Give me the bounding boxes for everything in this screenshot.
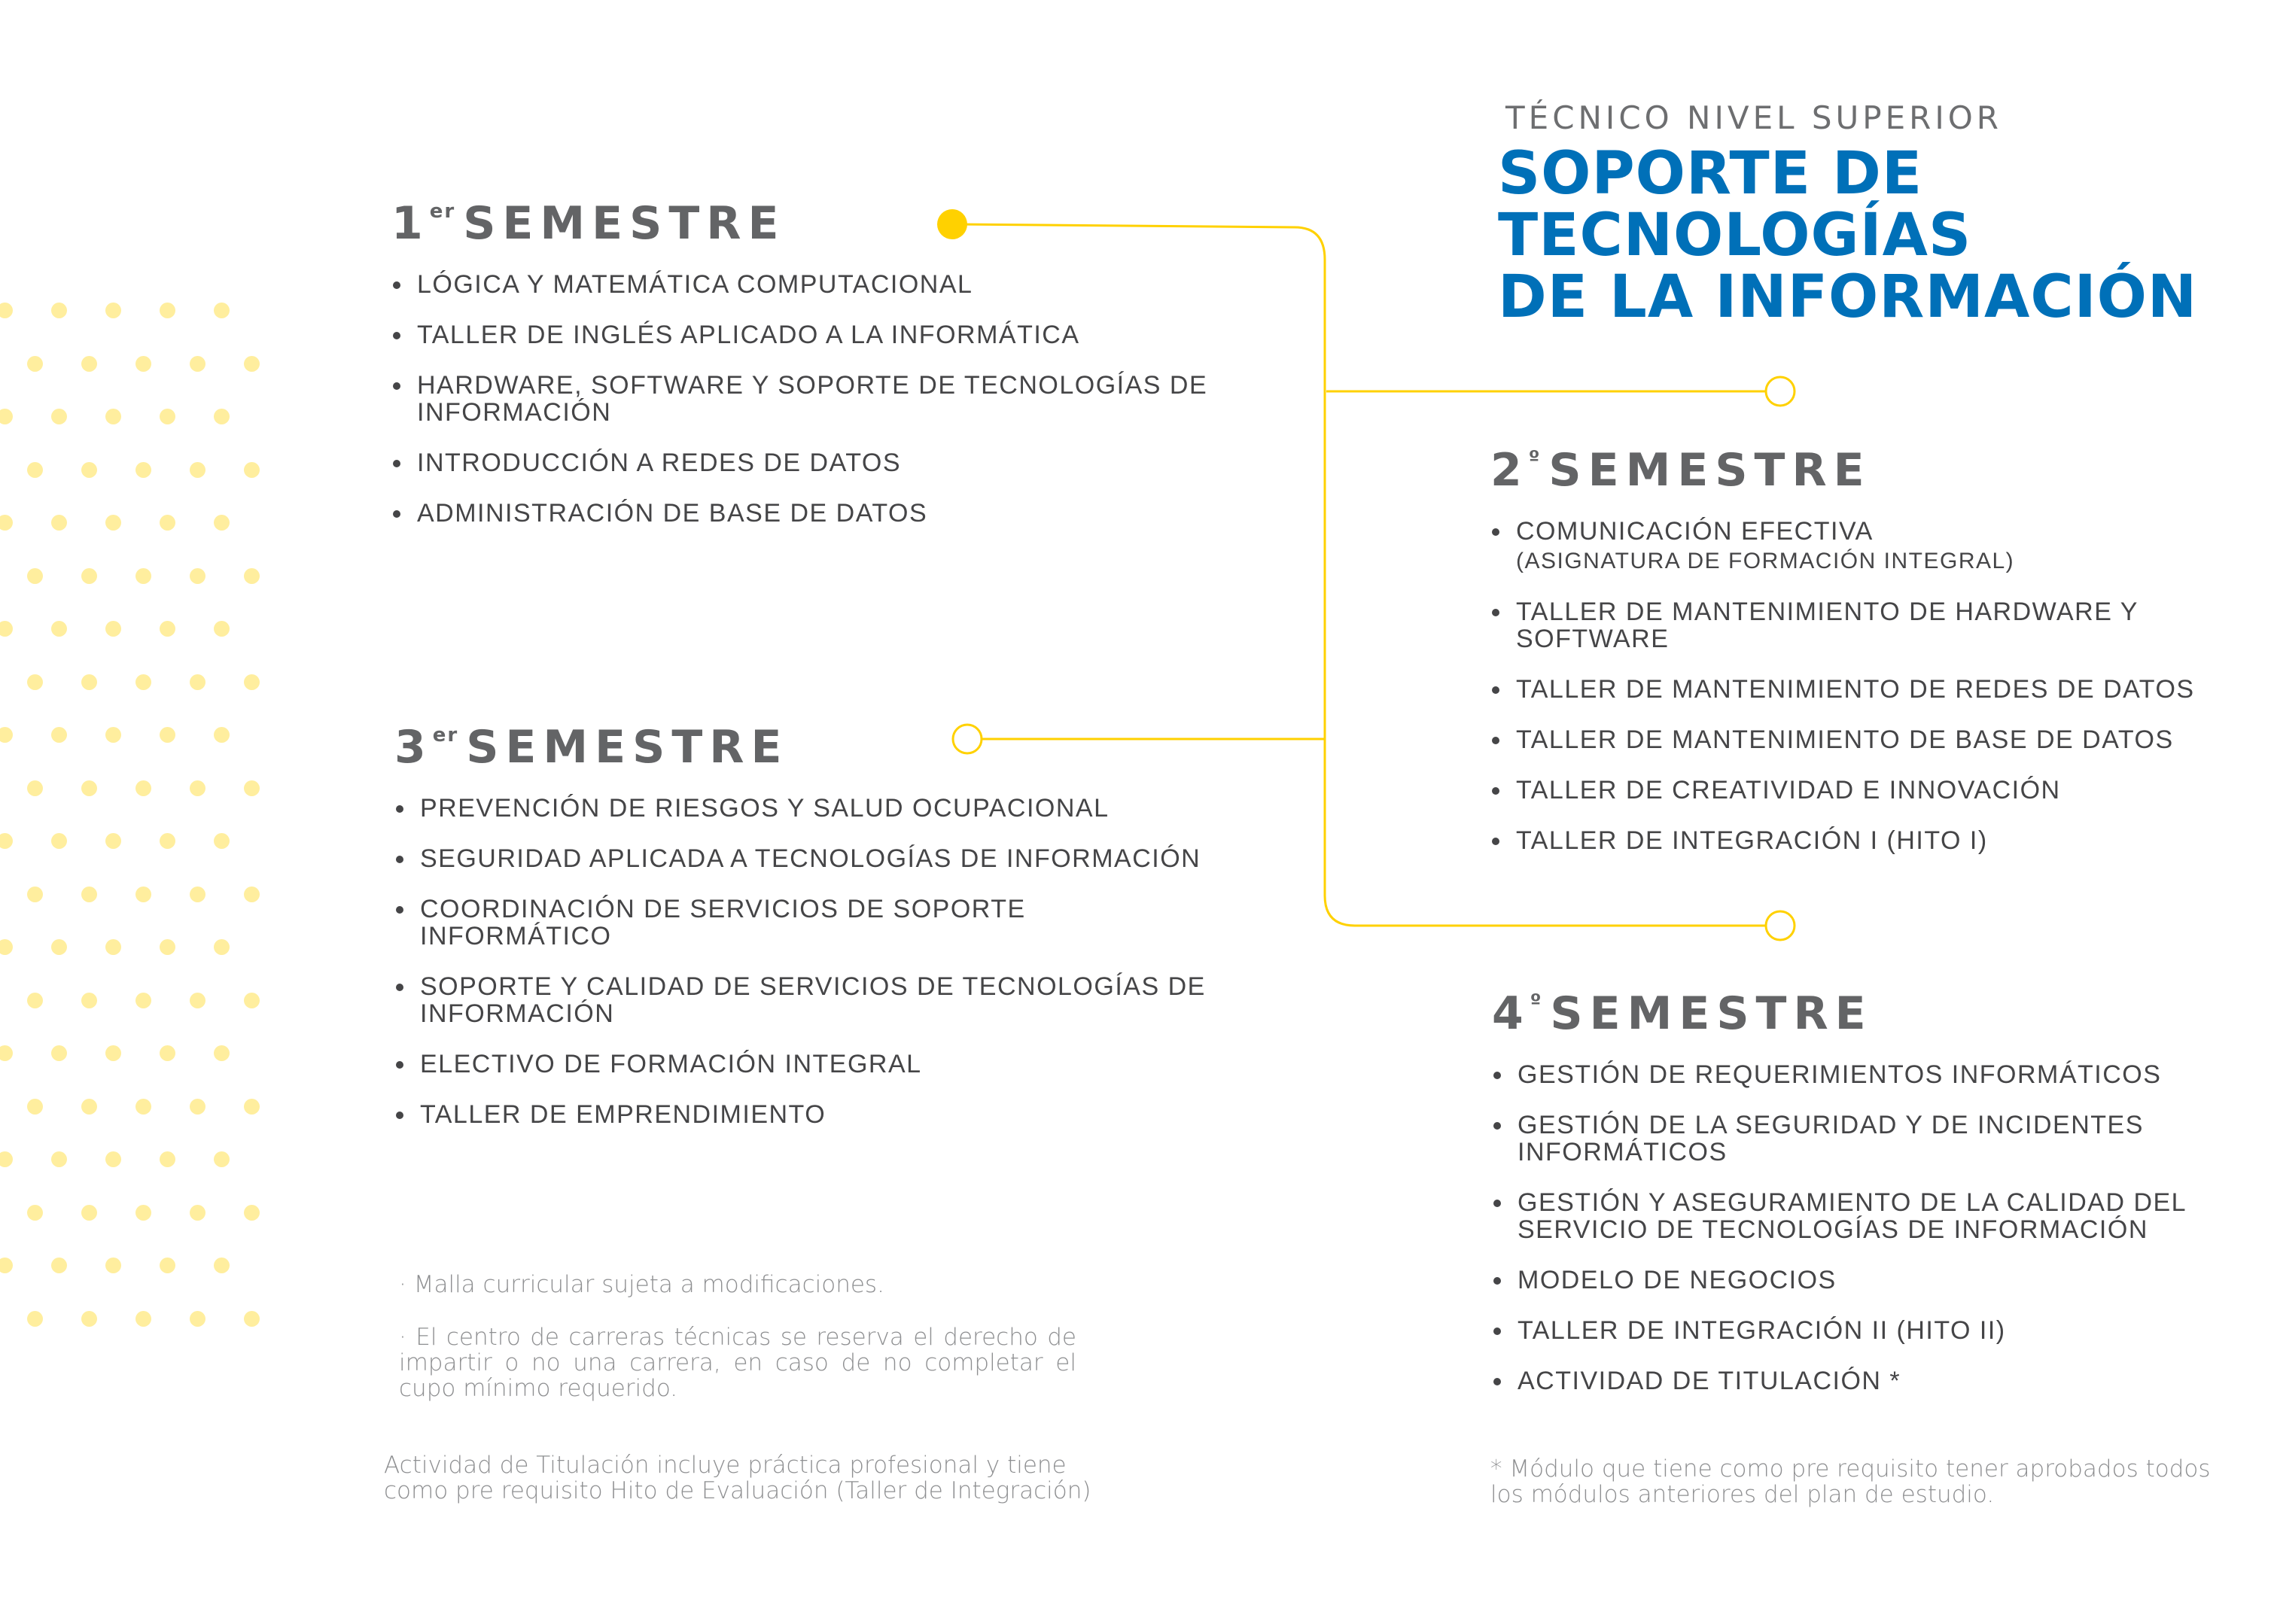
- decorative-dot: [51, 727, 67, 743]
- decorative-dot: [214, 1258, 230, 1273]
- decorative-dot: [51, 1258, 67, 1273]
- decorative-dot: [244, 993, 260, 1008]
- semester-1-block: [391, 197, 1219, 550]
- course-name: ADMINISTRACIÓN DE BASE DE DATOS: [417, 499, 928, 528]
- course-name: GESTIÓN DE REQUERIMIENTOS INFORMÁTICOS: [1518, 1060, 2162, 1089]
- decorative-dot: [51, 833, 67, 849]
- decorative-dot: [105, 621, 121, 637]
- course-name: TALLER DE MANTENIMIENTO DE BASE DE DATOS: [1516, 725, 2174, 754]
- course-item: [394, 973, 1222, 1027]
- course-item: [394, 896, 1222, 950]
- note-curriculum-change: · Malla curricular sujeta a modificaciones.: [399, 1271, 884, 1298]
- decorative-dot: [27, 568, 43, 584]
- semester-heading: [1490, 444, 2243, 497]
- decorative-dot: [135, 1311, 151, 1327]
- decorative-dot: [190, 1311, 205, 1327]
- decorative-dot: [81, 1311, 97, 1327]
- dot-pattern-decoration: [0, 0, 301, 1624]
- decorative-dot: [81, 356, 97, 372]
- decorative-dot: [105, 409, 121, 424]
- decorative-dot: [27, 462, 43, 478]
- decorative-dot: [27, 1099, 43, 1115]
- course-name: TALLER DE MANTENIMIENTO DE REDES DE DATOS: [1516, 675, 2195, 704]
- course-name: ELECTIVO DE FORMACIÓN INTEGRAL: [420, 1050, 922, 1078]
- decorative-dot: [0, 515, 13, 531]
- semester-ordinal-suffix: º: [1530, 990, 1543, 1013]
- decorative-dot: [135, 674, 151, 690]
- course-list: [394, 795, 1222, 1128]
- decorative-dot: [0, 833, 13, 849]
- decorative-dot: [81, 993, 97, 1008]
- decorative-dot: [135, 1205, 151, 1221]
- decorative-dot: [190, 674, 205, 690]
- decorative-dot: [190, 1205, 205, 1221]
- course-name: COMUNICACIÓN EFECTIVA: [1516, 517, 1874, 546]
- semester-label: SEMESTRE: [466, 721, 789, 774]
- course-list: [1490, 518, 2243, 854]
- decorative-dot: [51, 409, 67, 424]
- course-name: HARDWARE, SOFTWARE Y SOPORTE DE TECNOLOGÍAS DE INFORMACIÓN: [417, 371, 1208, 427]
- course-item: [1490, 726, 2243, 753]
- course-item: [1492, 1189, 2245, 1243]
- course-name: SOPORTE Y CALIDAD DE SERVICIOS DE TECNOLOGÍAS DE INFORMACIÓN: [420, 972, 1206, 1028]
- course-name: ACTIVIDAD DE TITULACIÓN *: [1518, 1367, 1901, 1395]
- course-name: GESTIÓN Y ASEGURAMIENTO DE LA CALIDAD DEL SERVICIO DE TECNOLOGÍAS DE INFORMACIÓN: [1518, 1188, 2186, 1244]
- semester-3-block: [394, 721, 1222, 1151]
- semester-heading: [391, 197, 1219, 250]
- decorative-dot: [160, 939, 175, 955]
- decorative-dot: [160, 303, 175, 318]
- decorative-dot: [51, 939, 67, 955]
- course-item: [391, 321, 1219, 348]
- decorative-dot: [244, 1311, 260, 1327]
- decorative-dot: [27, 356, 43, 372]
- decorative-dot: [105, 1045, 121, 1061]
- course-name: GESTIÓN DE LA SEGURIDAD Y DE INCIDENTES INFORMÁTICOS: [1518, 1111, 2144, 1166]
- decorative-dot: [0, 1151, 13, 1167]
- course-item: [1490, 676, 2243, 703]
- course-name: TALLER DE INTEGRACIÓN II (HITO II): [1518, 1316, 2006, 1345]
- decorative-dot: [81, 1099, 97, 1115]
- course-item: [1490, 598, 2243, 652]
- course-item: [1492, 1112, 2245, 1166]
- decorative-dot: [190, 462, 205, 478]
- decorative-dot: [160, 833, 175, 849]
- course-item: [1490, 518, 2243, 575]
- course-item: [391, 500, 1219, 527]
- decorative-dot: [190, 356, 205, 372]
- decorative-dot: [160, 1151, 175, 1167]
- decorative-dot: [160, 727, 175, 743]
- course-item: [1490, 827, 2243, 854]
- decorative-dot: [214, 621, 230, 637]
- node-sem2-outline: [1766, 377, 1795, 406]
- semester-label: SEMESTRE: [1548, 444, 1871, 497]
- decorative-dot: [105, 1151, 121, 1167]
- semester-label: SEMESTRE: [1550, 987, 1873, 1040]
- course-item: [394, 1051, 1222, 1078]
- course-item: [391, 449, 1219, 476]
- decorative-dot: [160, 515, 175, 531]
- course-item: [1490, 777, 2243, 804]
- decorative-dot: [27, 1205, 43, 1221]
- decorative-dot: [244, 1205, 260, 1221]
- decorative-dot: [81, 1205, 97, 1221]
- decorative-dot: [190, 568, 205, 584]
- decorative-dot: [214, 409, 230, 424]
- course-name: TALLER DE MANTENIMIENTO DE HARDWARE Y SOFTWARE: [1516, 598, 2139, 653]
- program-title-line: SOPORTE DE: [1498, 140, 1923, 208]
- course-name: MODELO DE NEGOCIOS: [1518, 1266, 1837, 1294]
- course-item: [1492, 1317, 2245, 1344]
- decorative-dot: [27, 780, 43, 796]
- decorative-dot: [0, 1045, 13, 1061]
- note-titulation: Actividad de Titulación incluye práctica profesional y tiene como pre requisito Hito de Evaluación (Taller de Integración): [384, 1452, 1091, 1504]
- decorative-dot: [190, 780, 205, 796]
- decorative-dot: [135, 568, 151, 584]
- decorative-dot: [244, 1099, 260, 1115]
- decorative-dot: [244, 568, 260, 584]
- course-name: TALLER DE EMPRENDIMIENTO: [420, 1100, 826, 1129]
- note-prerequisite: * Módulo que tiene como pre requisito tener aprobados todos los módulos anteriores del plan de estudio.: [1490, 1455, 2211, 1508]
- decorative-dot: [0, 409, 13, 424]
- decorative-dot: [135, 1099, 151, 1115]
- course-item: [1492, 1267, 2245, 1294]
- decorative-dot: [135, 993, 151, 1008]
- semester-ordinal-suffix: º: [1528, 447, 1542, 470]
- decorative-dot: [27, 1311, 43, 1327]
- decorative-dot: [105, 939, 121, 955]
- course-name: COORDINACIÓN DE SERVICIOS DE SOPORTE INFORMÁTICO: [420, 895, 1026, 950]
- semester-ordinal-suffix: er: [432, 724, 459, 747]
- course-note: (ASIGNATURA DE FORMACIÓN INTEGRAL): [1516, 549, 2015, 573]
- decorative-dot: [135, 887, 151, 902]
- note-reservation: · El centro de carreras técnicas se reserva el derecho de impartir o no una carrera, en caso de no completar el cupo mínimo requerido.: [399, 1324, 1076, 1402]
- node-sem4-outline: [1766, 911, 1795, 940]
- course-name: INTRODUCCIÓN A REDES DE DATOS: [417, 449, 901, 477]
- program-title-line: DE LA INFORMACIÓN: [1498, 263, 2198, 331]
- course-item: [1492, 1367, 2245, 1394]
- decorative-dot: [81, 780, 97, 796]
- decorative-dot: [81, 674, 97, 690]
- decorative-dot: [244, 674, 260, 690]
- program-title-line: TECNOLOGÍAS: [1498, 202, 1972, 269]
- decorative-dot: [105, 303, 121, 318]
- course-item: [391, 372, 1219, 426]
- decorative-dot: [0, 1258, 13, 1273]
- decorative-dot: [190, 887, 205, 902]
- decorative-dot: [81, 568, 97, 584]
- course-item: [394, 1101, 1222, 1128]
- decorative-dot: [105, 515, 121, 531]
- decorative-dot: [27, 993, 43, 1008]
- decorative-dot: [27, 674, 43, 690]
- semester-number: 1: [391, 197, 430, 250]
- decorative-dot: [214, 303, 230, 318]
- course-name: TALLER DE CREATIVIDAD E INNOVACIÓN: [1516, 776, 2061, 804]
- decorative-dot: [160, 1258, 175, 1273]
- course-list: [391, 271, 1219, 527]
- semester-number: 4: [1492, 987, 1530, 1040]
- decorative-dot: [190, 993, 205, 1008]
- course-name: TALLER DE INTEGRACIÓN I (HITO I): [1516, 826, 1988, 855]
- decorative-dot: [81, 462, 97, 478]
- semester-label: SEMESTRE: [463, 197, 786, 250]
- course-name: SEGURIDAD APLICADA A TECNOLOGÍAS DE INFORMACIÓN: [420, 844, 1201, 873]
- decorative-dot: [51, 1045, 67, 1061]
- course-name: LÓGICA Y MATEMÁTICA COMPUTACIONAL: [417, 270, 973, 299]
- course-item: [394, 795, 1222, 822]
- decorative-dot: [135, 462, 151, 478]
- decorative-dot: [190, 1099, 205, 1115]
- course-item: [1492, 1061, 2245, 1088]
- decorative-dot: [0, 303, 13, 318]
- decorative-dot: [51, 515, 67, 531]
- course-list: [1492, 1061, 2245, 1394]
- semester-ordinal-suffix: er: [429, 200, 456, 223]
- decorative-dot: [214, 939, 230, 955]
- decorative-dot: [244, 887, 260, 902]
- decorative-dot: [244, 462, 260, 478]
- course-item: [391, 271, 1219, 298]
- decorative-dot: [214, 727, 230, 743]
- decorative-dot: [105, 833, 121, 849]
- decorative-dot: [51, 1151, 67, 1167]
- decorative-dot: [160, 1045, 175, 1061]
- semester-number: 2: [1490, 444, 1529, 497]
- decorative-dot: [0, 939, 13, 955]
- semester-heading: [1492, 987, 2245, 1040]
- decorative-dot: [51, 621, 67, 637]
- semester-heading: [394, 721, 1222, 774]
- decorative-dot: [214, 515, 230, 531]
- course-name: PREVENCIÓN DE RIESGOS Y SALUD OCUPACIONAL: [420, 794, 1110, 823]
- decorative-dot: [0, 621, 13, 637]
- decorative-dot: [244, 780, 260, 796]
- semester-2-block: [1490, 444, 2243, 877]
- program-level-kicker: TÉCNICO NIVEL SUPERIOR: [1505, 99, 2002, 136]
- program-title: [1498, 140, 2198, 331]
- decorative-dot: [81, 887, 97, 902]
- decorative-dot: [214, 833, 230, 849]
- decorative-dot: [214, 1151, 230, 1167]
- decorative-dot: [135, 356, 151, 372]
- decorative-dot: [105, 1258, 121, 1273]
- decorative-dot: [0, 727, 13, 743]
- semester-4-block: [1492, 987, 2245, 1418]
- course-name: TALLER DE INGLÉS APLICADO A LA INFORMÁTICA: [417, 321, 1080, 349]
- semester-number: 3: [394, 721, 433, 774]
- decorative-dot: [160, 621, 175, 637]
- decorative-dot: [214, 1045, 230, 1061]
- decorative-dot: [51, 303, 67, 318]
- decorative-dot: [244, 356, 260, 372]
- decorative-dot: [135, 780, 151, 796]
- decorative-dot: [105, 727, 121, 743]
- course-item: [394, 845, 1222, 872]
- decorative-dot: [27, 887, 43, 902]
- decorative-dot: [160, 409, 175, 424]
